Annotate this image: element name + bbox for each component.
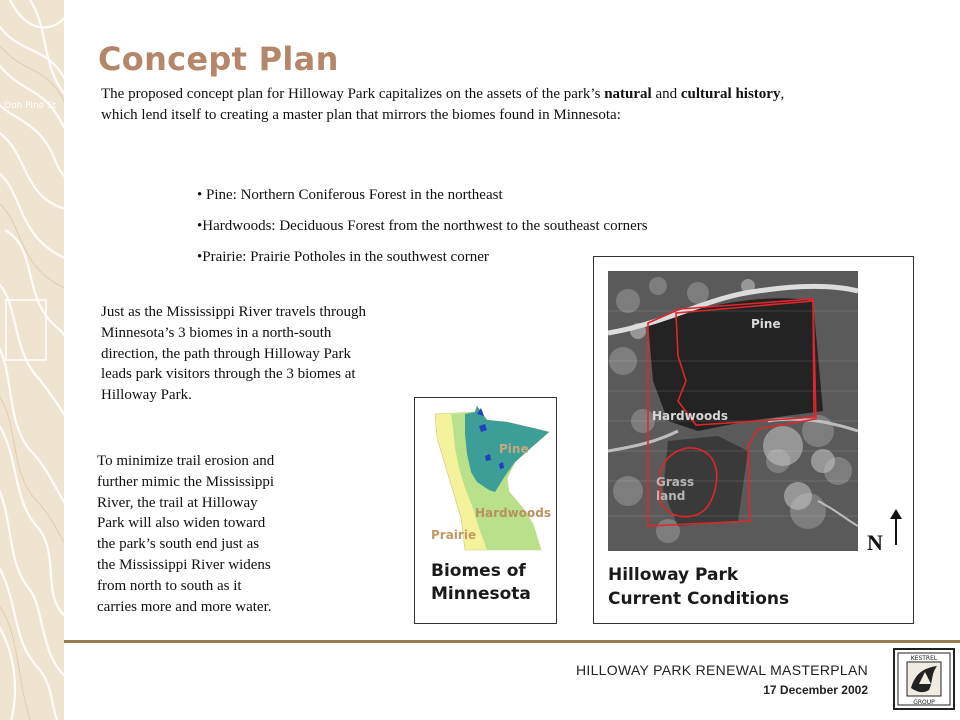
trail-line: the park’s south end just as bbox=[97, 536, 260, 553]
trail-line: the Mississippi River widens bbox=[97, 556, 271, 573]
hilloway-park-aerial-photo bbox=[608, 271, 858, 551]
biome-label-pine: Pine bbox=[499, 442, 529, 456]
biome-label-prairie: Prairie bbox=[431, 528, 477, 542]
biome-label-hardwoods: Hardwoods bbox=[475, 506, 551, 520]
north-label: N bbox=[867, 530, 883, 555]
biome-bullet-list bbox=[197, 185, 648, 278]
bullet-prairie: •Prairie: Prairie Potholes in the southwest corner bbox=[197, 249, 489, 265]
trail-paragraph bbox=[97, 451, 387, 617]
intro-bold-natural: natural bbox=[604, 86, 652, 102]
intro-text-2: and bbox=[651, 86, 681, 102]
biomes-caption-line2: Minnesota bbox=[431, 584, 531, 604]
page-title: Concept Plan bbox=[98, 40, 339, 78]
svg-text:GROUP: GROUP bbox=[913, 699, 935, 706]
trail-line: Park will also widen toward bbox=[97, 515, 266, 532]
trail-line: To minimize trail erosion and bbox=[97, 453, 275, 469]
intro-text-3: , which lend itself to creating a master plan that mirrors the biomes found in Minnesota: bbox=[101, 86, 785, 123]
river-paragraph: Just as the Mississippi River travels through Minnesota’s 3 biomes in a north-south direction, the path through Hilloway Park leads park visitors through the 3 biomes at Hilloway Park. bbox=[101, 304, 366, 404]
park-caption-line1: Hilloway Park bbox=[608, 565, 739, 585]
trail-line: from north to south as it bbox=[97, 577, 242, 594]
north-arrow-icon bbox=[889, 509, 903, 545]
intro-bold-cultural-history: cultural history bbox=[680, 86, 781, 102]
park-label-pine: Pine bbox=[751, 317, 781, 331]
intro-paragraph bbox=[101, 84, 791, 126]
sidebar-street-label: Ooh Pine St bbox=[4, 101, 57, 111]
trail-line: further mimic the Mississippi bbox=[97, 473, 275, 490]
biomes-caption-line1: Biomes of bbox=[431, 561, 526, 581]
bullet-pine: • Pine: Northern Coniferous Forest in the northeast bbox=[197, 187, 503, 203]
kestrel-design-group-logo bbox=[893, 648, 955, 710]
park-caption bbox=[608, 563, 789, 611]
biomes-caption bbox=[431, 560, 531, 606]
topographic-sidebar bbox=[0, 0, 64, 720]
park-label-hardwoods: Hardwoods bbox=[652, 409, 728, 423]
trail-line: River, the trail at Hilloway bbox=[97, 494, 258, 511]
park-map-panel bbox=[593, 256, 914, 624]
park-label-grassland bbox=[656, 475, 694, 503]
intro-text-1: The proposed concept plan for Hilloway Park capitalizes on the assets of the park’s bbox=[101, 86, 605, 102]
trail-line: carries more and more water. bbox=[97, 598, 272, 615]
footer-divider bbox=[64, 640, 960, 643]
park-caption-line2: Current Conditions bbox=[608, 589, 790, 609]
footer-date: 17 December 2002 bbox=[763, 683, 868, 697]
park-label-grassland-line2: land bbox=[656, 489, 686, 503]
park-label-grassland-line1: Grass bbox=[656, 475, 695, 489]
biomes-map-panel bbox=[414, 397, 557, 624]
bullet-hardwoods: •Hardwoods: Deciduous Forest from the northwest to the southeast corners bbox=[197, 218, 648, 234]
footer-title: HILLOWAY PARK RENEWAL MASTERPLAN bbox=[576, 662, 868, 678]
svg-text:KESTREL: KESTREL bbox=[910, 655, 938, 662]
